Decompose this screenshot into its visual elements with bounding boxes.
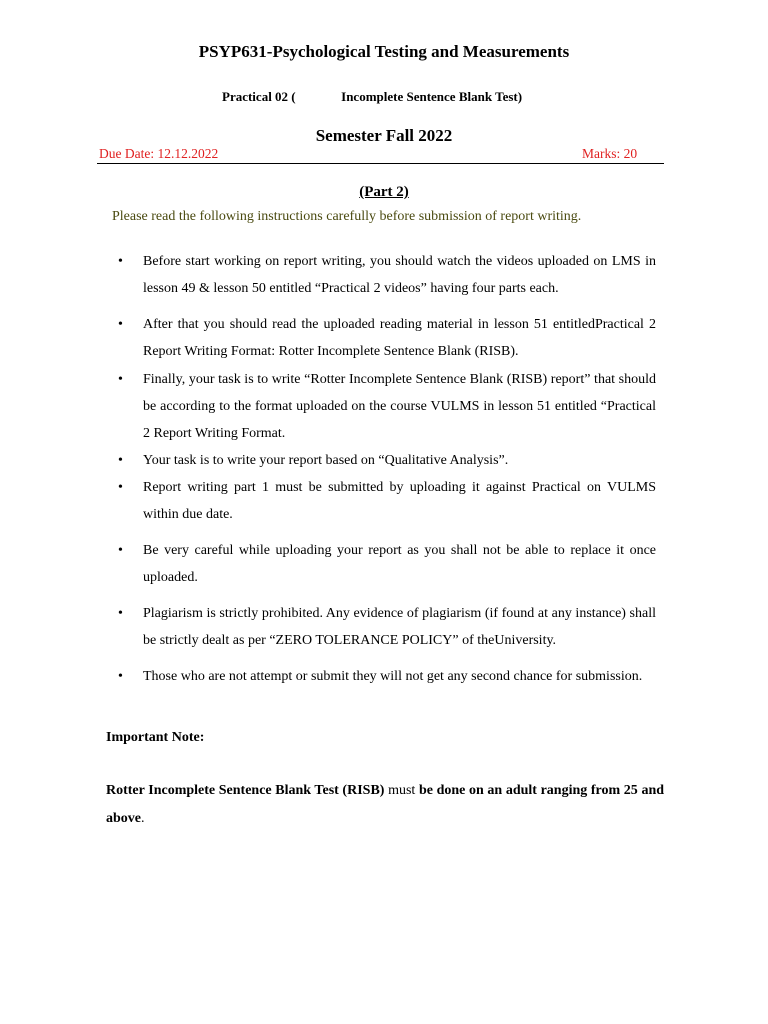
list-item-text: Report writing part 1 must be submitted by uploading it against Practical on VULMS within due date.	[143, 480, 656, 522]
list-item-text: Before start working on report writing, you should watch the videos uploaded on LMS in lesson 49 & lesson 50 entitled “Practical 2 videos” having four parts each.	[143, 254, 656, 296]
list-item-text: Be very careful while uploading your report as you shall not be able to replace it once uploaded.	[143, 543, 656, 585]
bullet-icon: •	[118, 606, 123, 621]
header-divider	[97, 163, 664, 164]
list-item	[118, 537, 656, 591]
list-item-text: Finally, your task is to write “Rotter Incomplete Sentence Blank (RISB) report” that should be according to the format uploaded on the course VULMS in lesson 51 entitled “Practical 2 Report Writing Format.	[143, 372, 656, 441]
semester-heading: Semester Fall 2022	[315, 126, 453, 145]
note-must-text: must	[384, 783, 419, 798]
important-note-body	[106, 777, 664, 833]
note-period: .	[141, 811, 145, 826]
note-risb-label: Rotter Incomplete Sentence Blank Test (RISB)	[106, 783, 385, 798]
list-item-text: Plagiarism is strictly prohibited. Any evidence of plagiarism (if found at any instance) shall be strictly dealt as per “ZERO TOLERANCE POLICY” of theUniversity.	[143, 606, 656, 648]
list-item	[118, 600, 656, 654]
marks: Marks: 20	[582, 146, 638, 161]
list-item-text: After that you should read the uploaded reading material in lesson 51 entitledPractical 2 Report Writing Format: Rotter Incomplete Sentence Blank (RISB).	[143, 317, 656, 359]
note-age-requirement: be done on an adult ranging from 25 and above	[106, 783, 665, 826]
bullet-icon: •	[118, 372, 123, 387]
list-item	[118, 248, 656, 302]
list-item	[118, 311, 656, 365]
bullet-icon: •	[118, 254, 123, 269]
instructions-list	[118, 248, 656, 690]
list-item	[118, 366, 656, 447]
bullet-icon: •	[118, 453, 123, 468]
list-item-text: Those who are not attempt or submit they will not get any second chance for submission.	[143, 669, 643, 684]
part-heading: (Part 2)	[359, 184, 409, 200]
bullet-icon: •	[118, 669, 123, 684]
practical-subtitle: Practical 02 ( Incomplete Sentence Blank Test)	[222, 89, 523, 104]
bullet-icon: •	[118, 317, 123, 332]
list-item	[118, 663, 656, 690]
bullet-icon: •	[118, 480, 123, 495]
list-item	[118, 447, 656, 474]
instructions-intro: Please read the following instructions carefully before submission of report writing.	[112, 209, 582, 224]
due-date: Due Date: 12.12.2022	[99, 146, 219, 161]
list-item-text: Your task is to write your report based on “Qualitative Analysis”.	[143, 453, 509, 468]
document-title: PSYP631-Psychological Testing and Measurements	[198, 42, 570, 61]
bullet-icon: •	[118, 543, 123, 558]
list-item	[118, 474, 656, 528]
important-note-heading: Important Note:	[106, 730, 205, 745]
